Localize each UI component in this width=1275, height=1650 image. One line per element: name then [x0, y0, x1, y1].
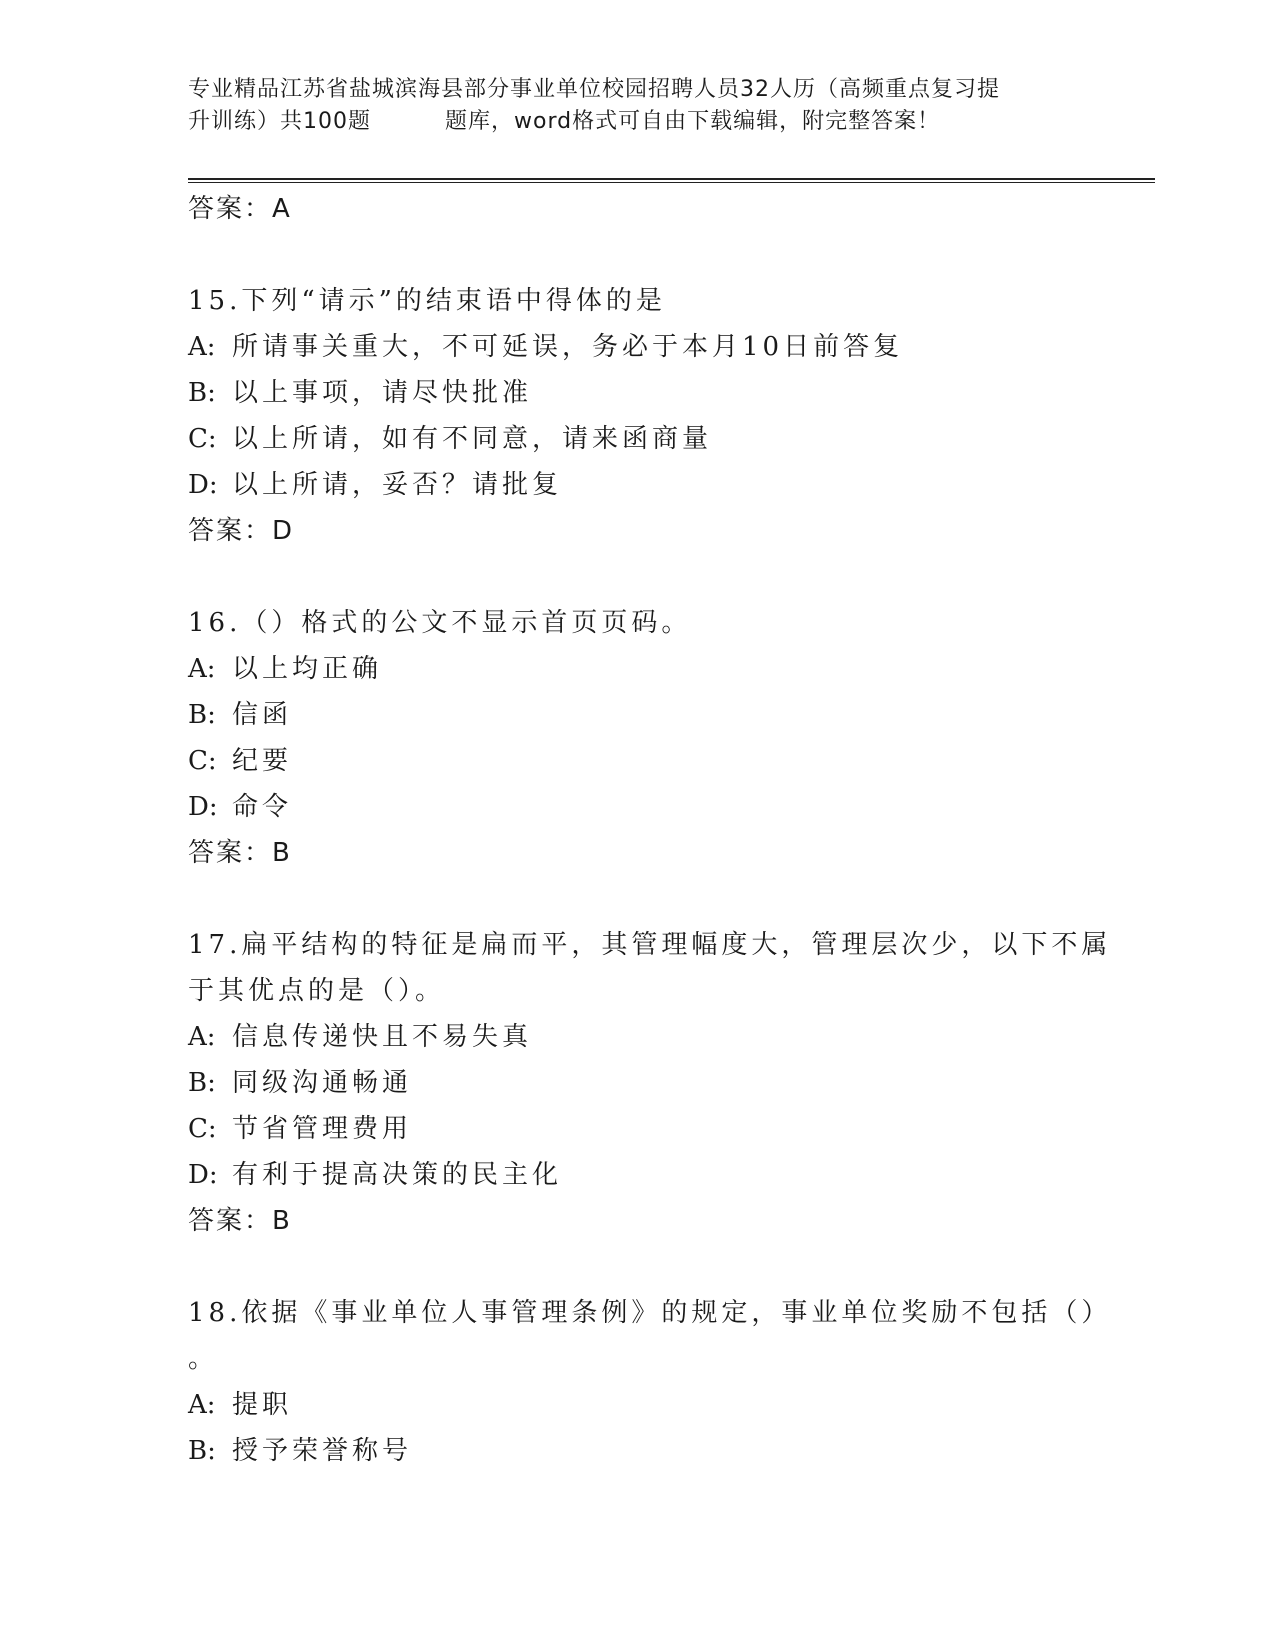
option-key: A:	[188, 1022, 216, 1052]
option-text: 信函	[232, 700, 293, 730]
header-line-1: 专业精品江苏省盐城滨海县部分事业单位校园招聘人员32人历（高频重点复习提	[188, 77, 1000, 102]
option-key: B:	[188, 1068, 216, 1098]
answer-option	[188, 738, 1088, 784]
answer-option	[188, 324, 1088, 370]
option-key: B:	[188, 700, 216, 730]
answer-option	[188, 692, 1088, 738]
option-text: 提职	[232, 1390, 293, 1420]
answer-option	[188, 1428, 1088, 1474]
option-key: A:	[188, 654, 216, 684]
header-line-2-part-2: 题库，word格式可自由下载编辑，附完整答案！	[445, 109, 941, 134]
question-list	[188, 186, 1112, 1474]
option-key: C:	[188, 1114, 217, 1144]
answer-option	[188, 1060, 1088, 1106]
option-key: C:	[188, 746, 217, 776]
question-text: 16.（）格式的公文不显示首页页码。	[188, 608, 692, 638]
option-text: 有利于提高决策的民主化	[232, 1160, 563, 1190]
answer-option	[188, 370, 1088, 416]
answer-option	[188, 1106, 1088, 1152]
question-text: 于其优点的是（）。	[188, 976, 446, 1006]
option-key: D:	[188, 470, 218, 500]
option-text: 所请事关重大，不可延误，务必于本月10日前答复	[232, 332, 904, 362]
answer-line: 答案：D	[188, 516, 295, 546]
option-key: D:	[188, 792, 218, 822]
question-text: 18.依据《事业单位人事管理条例》的规定，事业单位奖励不包括（）	[188, 1298, 1112, 1328]
option-text: 节省管理费用	[232, 1114, 413, 1144]
question-text: 17.扁平结构的特征是扁而平，其管理幅度大，管理层次少，以下不属	[188, 930, 1112, 960]
answer-line: 答案：B	[188, 838, 292, 868]
answer-option	[188, 646, 1088, 692]
option-key: D:	[188, 1160, 218, 1190]
option-text: 命令	[232, 792, 293, 822]
answer-option	[188, 1382, 1088, 1428]
option-text: 以上所请，妥否？请批复	[232, 470, 563, 500]
question-block	[188, 922, 1112, 1244]
answer-option	[188, 1014, 1088, 1060]
question-block	[188, 278, 1088, 554]
previous-answer: 答案：A	[188, 194, 292, 224]
document-header	[188, 74, 1088, 138]
option-text: 同级沟通畅通	[232, 1068, 413, 1098]
option-key: B:	[188, 1436, 216, 1466]
option-key: B:	[188, 378, 216, 408]
answer-option	[188, 784, 1088, 830]
questions-container	[188, 278, 1112, 1474]
header-rule	[188, 178, 1155, 183]
option-text: 授予荣誉称号	[232, 1436, 413, 1466]
answer-option	[188, 462, 1088, 508]
option-text: 纪要	[232, 746, 293, 776]
option-text: 信息传递快且不易失真	[232, 1022, 533, 1052]
answer-option	[188, 416, 1088, 462]
option-text: 以上事项，请尽快批准	[232, 378, 533, 408]
answer-line: 答案：B	[188, 1206, 292, 1236]
answer-option	[188, 1152, 1088, 1198]
question-block	[188, 1290, 1112, 1474]
option-key: A:	[188, 1390, 216, 1420]
question-block	[188, 600, 1088, 876]
question-text: 。	[188, 1344, 219, 1374]
option-text: 以上均正确	[232, 654, 383, 684]
header-line-2	[188, 106, 1088, 138]
option-text: 以上所请，如有不同意，请来函商量	[232, 424, 713, 454]
option-key: A:	[188, 332, 216, 362]
option-key: C:	[188, 424, 217, 454]
question-text: 15.下列“请示”的结束语中得体的是	[188, 286, 666, 316]
header-line-2-part-1: 升训练）共100题	[188, 109, 371, 134]
